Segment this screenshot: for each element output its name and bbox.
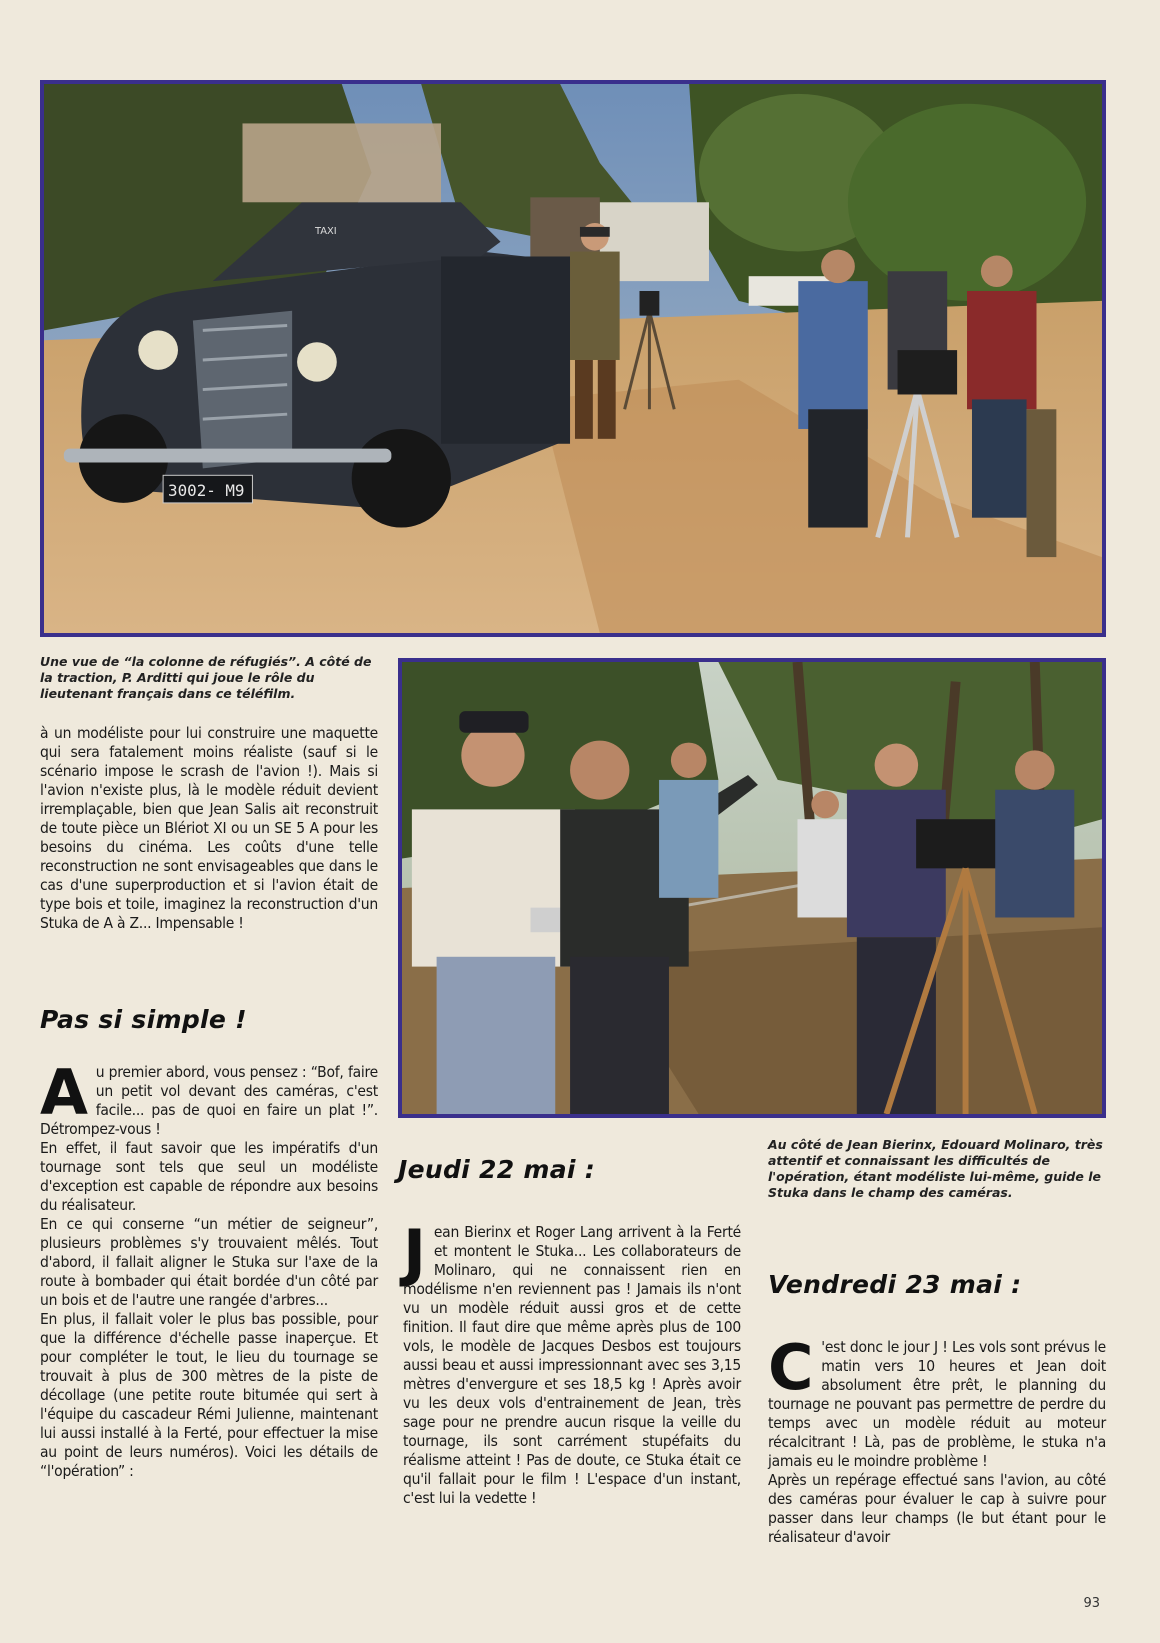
- photo-molinaro-guiding-stuka: [398, 658, 1106, 1118]
- page-number: 93: [1083, 1596, 1100, 1611]
- section-vendredi-para1: C 'est donc le jour J ! Les vols sont prévus le matin vers 10 heures et Jean doit absolument être prêt, le planning du tournage ne pouvant pas permettre de perdre du temps avec un modèle réduit au moteur récalcitrant ! Là, pas de problème, le stuka n'a jamais eu le moindre problème !: [768, 1331, 1106, 1470]
- dropcap-c: C: [768, 1331, 814, 1404]
- license-plate: 3002- M9: [168, 481, 245, 500]
- section-pas-si-simple-para3: En ce qui conserne “un métier de seigneur”, plusieurs problèmes s'y trouvaient mêlés. Tout d'abord, il fallait aligner le Stuka sur l'axe de la route à bombader qui était bordée d'un côté par un bois et de l'autre une rangée d'arbres...: [40, 1215, 378, 1309]
- dropcap-a: A: [40, 1056, 88, 1129]
- section-vendredi-23-mai: [768, 1331, 1106, 1547]
- caption-refugee-column: Une vue de “la colonne de réfugiés”. A côté de la traction, P. Arditti qui joue le rôle du lieutenant français dans ce téléfilm.: [40, 654, 372, 701]
- heading-vendredi-23-mai: Vendredi 23 mai :: [768, 1270, 1022, 1299]
- heading-jeudi-22-mai: Jeudi 22 mai :: [398, 1155, 596, 1184]
- section-pas-si-simple-para2: En effet, il faut savoir que les impératifs d'un tournage sont tels que seul un modéliste d'exception est capable de répondre aux besoins du réalisateur.: [40, 1139, 378, 1214]
- taxi-sign: TAXI: [314, 225, 337, 237]
- heading-pas-si-simple: Pas si simple !: [40, 1005, 247, 1034]
- section-pas-si-simple: [40, 1056, 378, 1481]
- section-jeudi-22-mai: [403, 1216, 741, 1508]
- section-pas-si-simple-para4: En plus, il fallait voler le plus bas possible, pour que la différence d'échelle passe inaperçue. Et pour compléter le tout, le lieu du tournage se trouvait à plus de 300 mètres de la piste de décollage (une petite route bitumée qui sert à l'équipe du cascadeur Rémi Julienne, maintenant lui aussi installé à la Ferté, pour effectuer la mise au point de leurs numéros). Voici les détails de “l'opération” :: [40, 1310, 378, 1480]
- photo-refugee-column: [40, 80, 1106, 637]
- section-pas-si-simple-para1: Au premier abord, vous pensez : “Bof, faire un petit vol devant des caméras, c'est facile... pas de quoi en faire un plat !”. Détrompez-vous !: [40, 1056, 378, 1138]
- section-jeudi-para1: Jean Bierinx et Roger Lang arrivent à la Ferté et montent le Stuka... Les collaborateurs de Molinaro, qui ne connaissent rien en modélisme n'en reviennent pas ! Jamais ils n'ont vu un modèle réduit aussi gros et de cette finition. Il faut dire que même après plus de 100 vols, le modèle de Jacques Desbos est toujours aussi beau et aussi impressionnant avec ses 3,15 mètres d'envergure et ses 18,5 kg ! Après avoir vu les deux vols d'entrainement de Jean, très sage pour ne prendre aucun risque la veille du tournage, ils sont carrément stupéfaits du réalisme atteint ! Pas de doute, ce Stuka était ce qu'il fallait pour le film ! L'espace d'un instant, c'est lui la vedette !: [403, 1216, 741, 1507]
- section-vendredi-para2: Après un repérage effectué sans l'avion, au côté des caméras pour évaluer le cap à suivre pour passer dans leur champs (le but étant pour le réalisateur d'avoir: [768, 1471, 1106, 1546]
- caption-molinaro: Au côté de Jean Bierinx, Edouard Molinaro, très attentif et connaissant les difficultés de l'opération, étant modéliste lui-même, guide le Stuka dans le champ des caméras.: [768, 1137, 1103, 1200]
- photo-refugee-column-image: [44, 84, 1102, 633]
- dropcap-j: J: [403, 1216, 426, 1289]
- photo-molinaro-guiding-stuka-image: [402, 662, 1102, 1114]
- article-intro-paragraph: à un modéliste pour lui construire une maquette qui sera fatalement moins réaliste (sauf si le scénario impose le scrash de l'avion !). Mais si l'avion n'existe plus, là le modèle réduit devient irremplaçable, bien que Jean Salis ait reconstruit de toute pièce un Blériot XI ou un SE 5 A pour les besoins du cinéma. Les coûts d'une telle reconstruction ne sont envisageables que dans le cas d'une superproduction et si l'avion était de type bois et toile, imaginez la reconstruction d'un Stuka de A à Z... Impensable !: [40, 724, 378, 932]
- article-intro: [40, 724, 378, 933]
